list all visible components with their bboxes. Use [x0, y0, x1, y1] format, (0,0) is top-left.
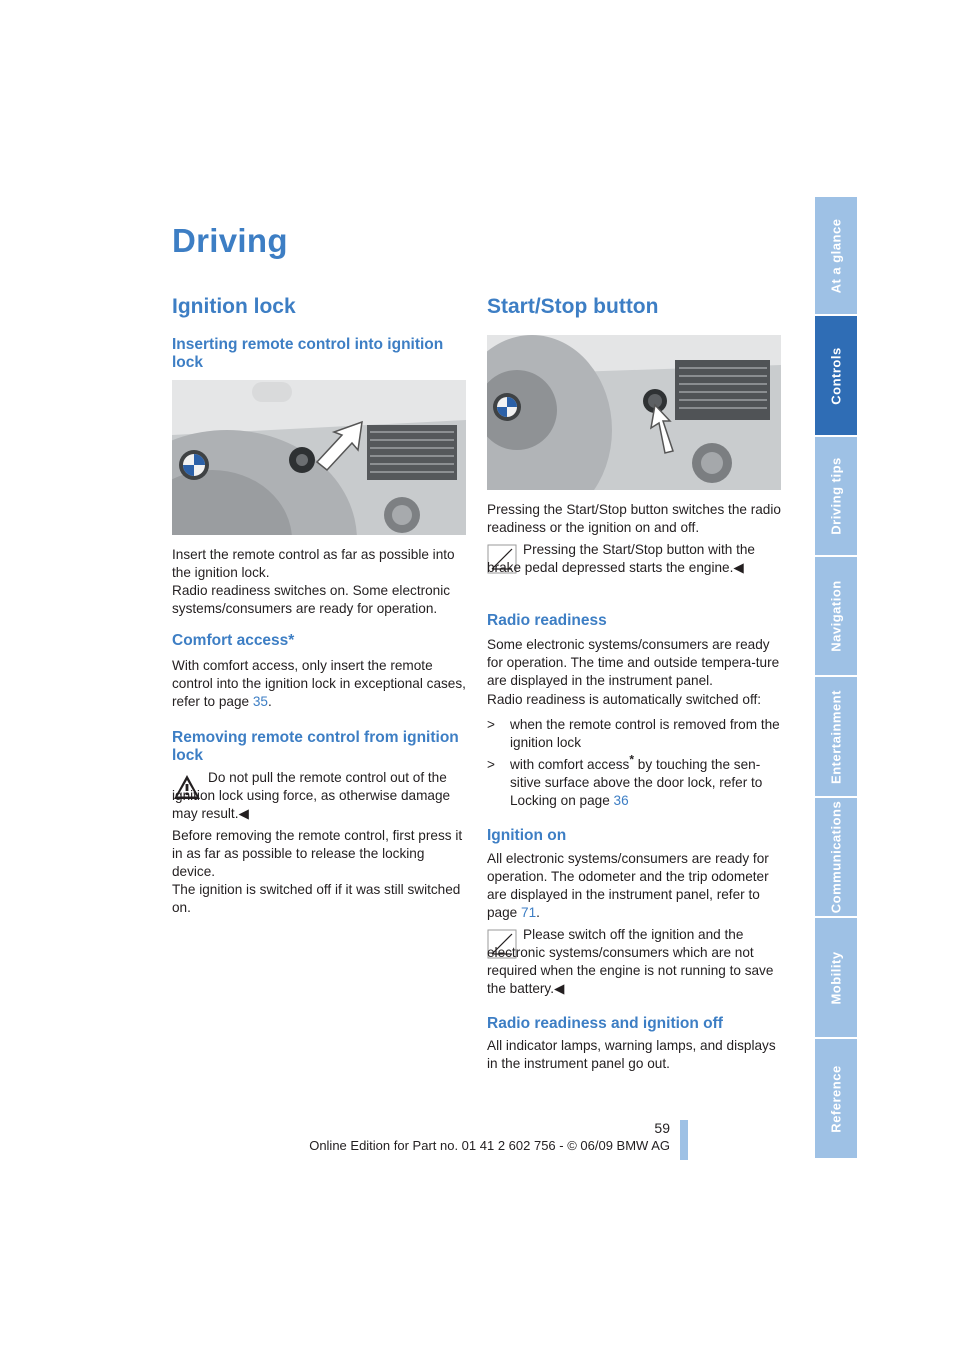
subheading-comfort-access: Comfort access*	[172, 632, 295, 649]
figure-ignition-lock	[172, 380, 466, 535]
figure-start-stop-button	[487, 335, 781, 490]
section-title-start-stop: Start/Stop button	[487, 295, 659, 318]
bullet-marker-2: >	[487, 757, 495, 772]
paragraph-ignition-on: All electronic systems/consumers are ready for operation. The odometer and the trip odometer are displayed in the instrument panel, refer to page 71.	[487, 851, 769, 920]
section-title-ignition-lock: Ignition lock	[172, 295, 296, 318]
subheading-radio-ignition-off: Radio readiness and ignition off	[487, 1015, 723, 1032]
tab-reference[interactable]: Reference	[815, 1039, 857, 1160]
link-page-71[interactable]: 71	[521, 905, 537, 920]
paragraph-start-stop: Pressing the Start/Stop button switches the radio readiness or the ignition on and off.	[487, 502, 781, 535]
paragraph-lamps-go-out: All indicator lamps, warning lamps, and displays in the instrument panel go out.	[487, 1038, 776, 1071]
paragraph-insert-remote: Insert the remote control as far as possible into the ignition lock.	[172, 547, 455, 580]
link-page-36[interactable]: 36	[613, 793, 629, 808]
subheading-inserting-remote: Inserting remote control into ignition lock	[172, 336, 444, 371]
paragraph-radio-readiness: Some electronic systems/consumers are ready for operation. The time and outside tempera-ture are displayed in the instrument panel.	[487, 637, 780, 688]
page-title: Driving	[172, 222, 288, 259]
tab-navigation[interactable]: Navigation	[815, 557, 857, 677]
tab-entertainment[interactable]: Entertainment	[815, 677, 857, 798]
paragraph-comfort-access: With comfort access, only insert the remote control into the ignition lock in exceptional cases, refer to page 35.	[172, 658, 466, 709]
bullet-comfort-access: with comfort access* by touching the sen-sitive surface above the door lock, refer to Locking on page 36	[510, 752, 763, 808]
paragraph-auto-off: Radio readiness is automatically switched off:	[487, 692, 762, 707]
note-save-battery: Please switch off the ignition and the electronic systems/consumers which are not required when the engine is not running to save the battery.◀	[487, 927, 774, 996]
note-brake-pedal: Pressing the Start/Stop button with the brake pedal depressed starts the engine.◀	[487, 542, 755, 575]
subheading-removing-remote: Removing remote control from ignition lock	[172, 729, 459, 764]
tab-communications[interactable]: Communications	[815, 798, 857, 918]
bullet-remote-removed: when the remote control is removed from the ignition lock	[510, 717, 780, 750]
subheading-ignition-on: Ignition on	[487, 827, 567, 844]
warning-text: Do not pull the remote control out of the ignition lock using force, as otherwise damage may result.◀	[172, 770, 451, 821]
link-page-35[interactable]: 35	[252, 694, 268, 709]
tab-mobility[interactable]: Mobility	[815, 918, 857, 1039]
footer-marker	[680, 1120, 688, 1160]
subheading-radio-readiness: Radio readiness	[487, 612, 607, 629]
paragraph-ignition-switched-off: The ignition is switched off if it was still switched on.	[172, 882, 461, 915]
edition-footer: Online Edition for Part no. 01 41 2 602 756 - © 06/09 BMW AG	[309, 1138, 670, 1153]
paragraph-before-removing: Before removing the remote control, first press it in as far as possible to release the locking device.	[172, 828, 463, 879]
tab-at-a-glance[interactable]: At a glance	[815, 197, 857, 316]
tab-driving-tips[interactable]: Driving tips	[815, 437, 857, 557]
page-number: 59	[654, 1120, 670, 1136]
paragraph-radio-readiness-on: Radio readiness switches on. Some electronic systems/consumers are ready for operation.	[172, 583, 451, 616]
bullet-marker-1: >	[487, 717, 495, 732]
tab-controls[interactable]: Controls	[815, 316, 857, 437]
chapter-sidebar	[815, 197, 857, 1160]
